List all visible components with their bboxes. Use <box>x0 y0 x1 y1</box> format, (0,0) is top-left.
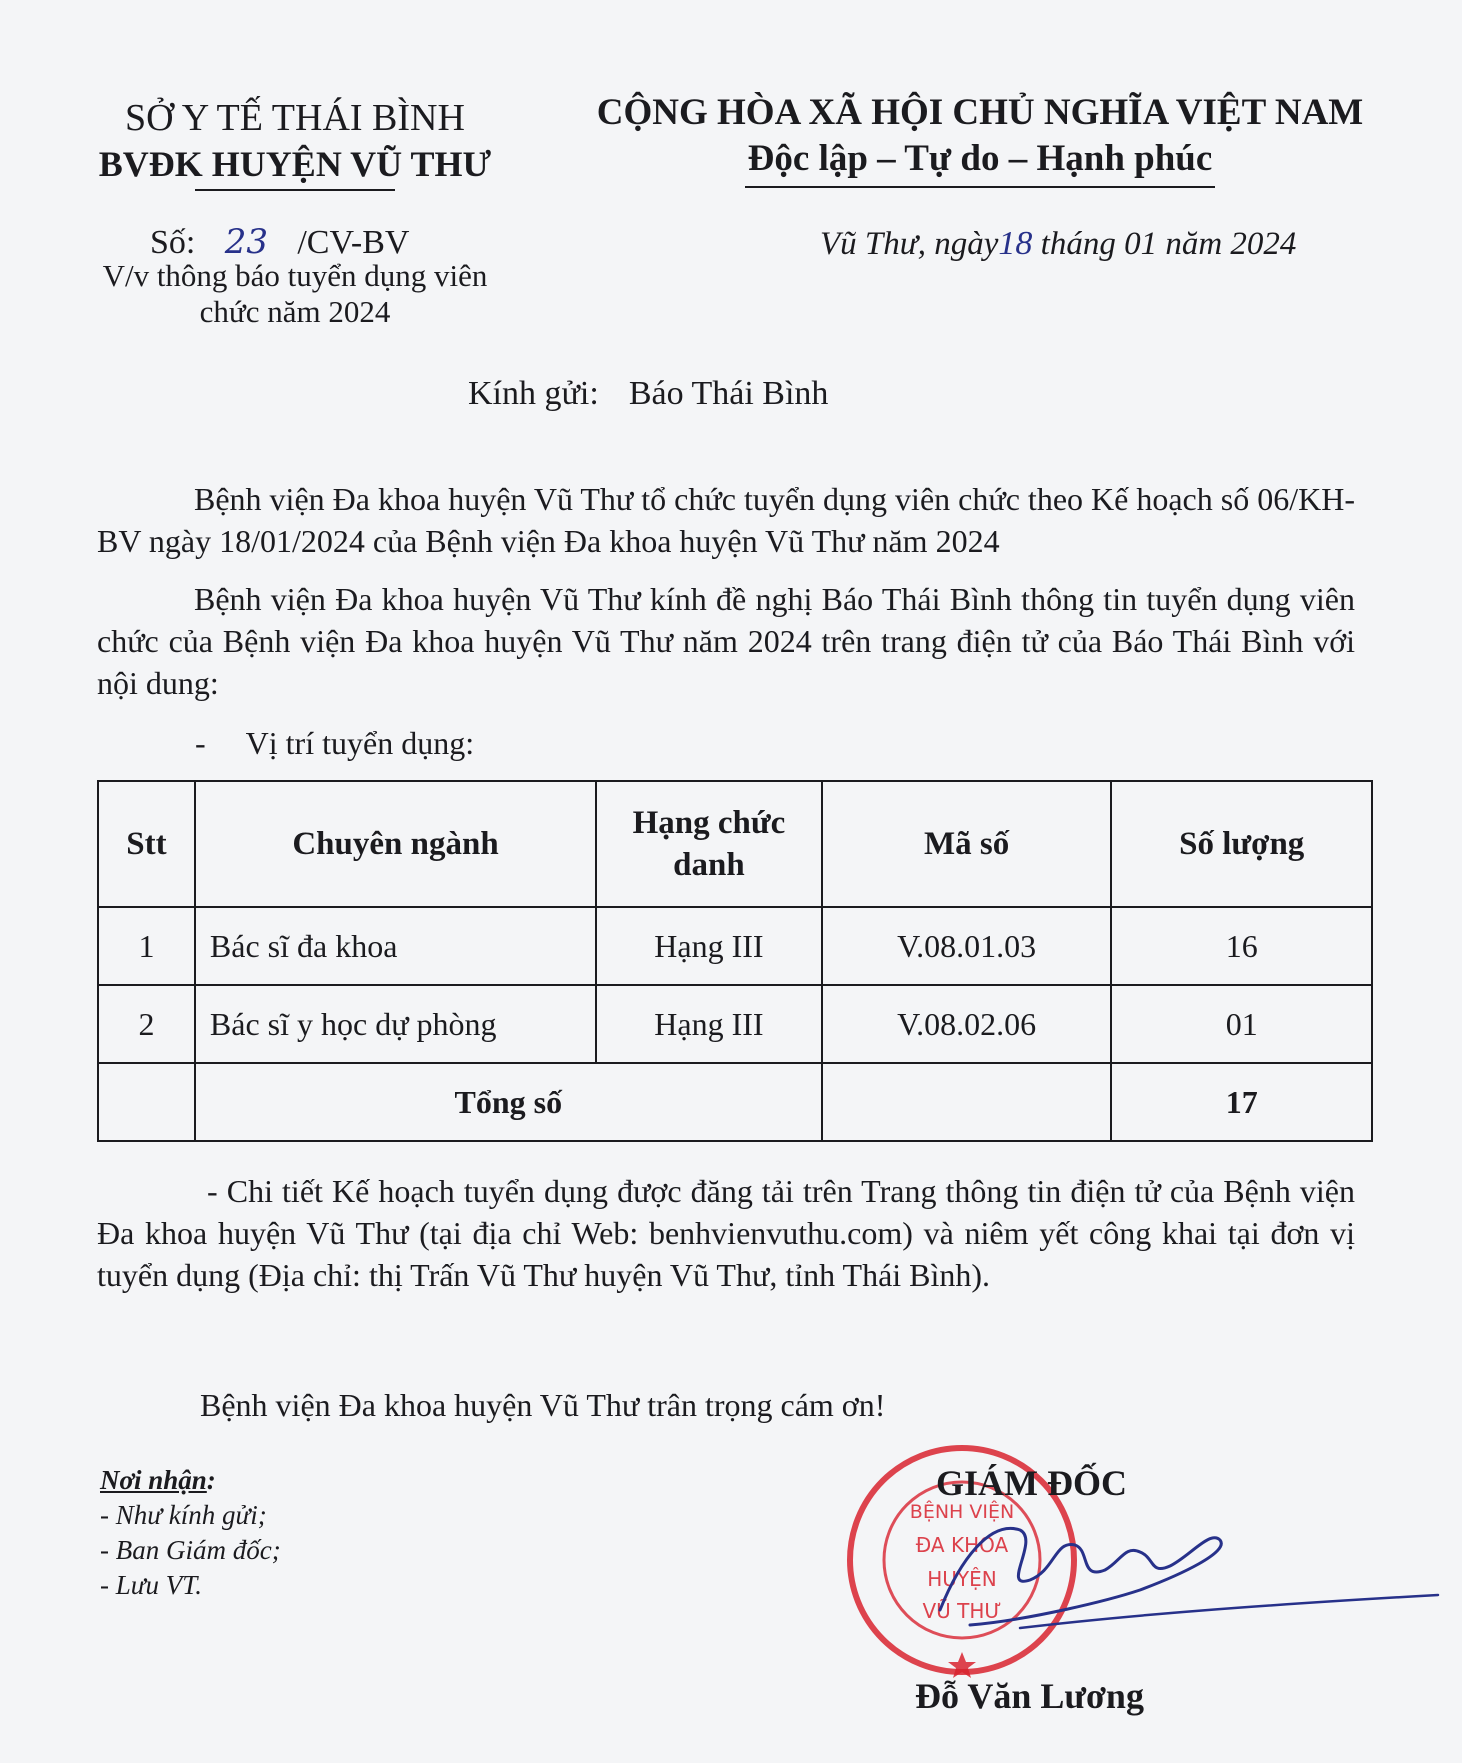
recipients-title: Nơi nhận <box>100 1465 207 1495</box>
recipient-item: - Lưu VT. <box>100 1570 202 1600</box>
motto: Độc lập – Tự do – Hạnh phúc <box>747 138 1213 179</box>
recipient-name: Báo Thái Bình <box>628 375 829 412</box>
table-header-row <box>98 781 1372 907</box>
handwritten-signature <box>880 1500 1440 1640</box>
seal-line-1: BỆNH VIỆN <box>909 1501 1015 1523</box>
cell-major: Bác sĩ y học dự phòng <box>195 985 596 1063</box>
document-subject <box>80 258 510 330</box>
header-rank: Hạng chức danh <box>596 781 822 907</box>
doc-number-suffix: /CV-BV <box>297 224 410 261</box>
date-suffix: tháng 01 năm 2024 <box>1040 226 1297 262</box>
signer-title: GIÁM ĐỐC <box>936 1463 1127 1503</box>
recipient-item: - Ban Giám đốc; <box>100 1535 281 1565</box>
recipients-colon: : <box>206 1465 216 1495</box>
table-total-row <box>98 1063 1372 1141</box>
paragraph-2: Bệnh viện Đa khoa huyện Vũ Thư kính đề nghị Báo Thái Bình thông tin tuyển dụng viên chức của Bệnh viện Đa khoa huyện Vũ Thư năm 2024 trên trang điện tử của Báo Thái Bình với nội dung: <box>97 581 1355 701</box>
header-quantity: Số lượng <box>1111 781 1372 907</box>
parent-agency: SỞ Y TẾ THÁI BÌNH <box>125 97 465 139</box>
cell-rank: Hạng III <box>596 907 822 985</box>
paragraph-3: - Chi tiết Kế hoạch tuyển dụng được đăng tải trên Trang thông tin điện tử của Bệnh viện Đa khoa huyện Vũ Thư (tại địa chỉ Web: benhvienvuthu.com) và niêm yết công khai tại đơn vị tuyển dụng (Địa chỉ: thị Trấn Vũ Thư huyện Vũ Thư, tỉnh Thái Bình). <box>97 1173 1355 1293</box>
recipient-label: Kính gửi: <box>468 375 599 412</box>
document-number <box>150 222 409 262</box>
cell-empty <box>98 1063 195 1141</box>
agency-name: BVĐK HUYỆN VŨ THƯ <box>98 144 492 184</box>
issuing-agency <box>60 95 530 191</box>
document-date <box>820 225 1296 263</box>
seal-line-3: HUYỆN <box>927 1567 997 1591</box>
signer-name: Đỗ Văn Lương <box>915 1676 1144 1716</box>
cell-empty <box>822 1063 1112 1141</box>
closing-thanks: Bệnh viện Đa khoa huyện Vũ Thư trân trọng cám ơn! <box>200 1387 886 1423</box>
total-label: Tổng số <box>195 1063 822 1141</box>
bullet-text: Vị trí tuyển dụng: <box>245 725 475 761</box>
date-prefix: Vũ Thư, ngày <box>820 226 999 262</box>
national-title <box>590 90 1370 188</box>
header-major: Chuyên ngành <box>195 781 596 907</box>
cell-quantity: 01 <box>1111 985 1372 1063</box>
seal-line-2: ĐA KHOA <box>915 1533 1009 1557</box>
subject-line-1: V/v thông báo tuyển dụng viên <box>102 258 488 293</box>
doc-number-handwritten: 23 <box>224 222 268 262</box>
recipient-item: - Như kính gửi; <box>100 1500 267 1530</box>
agency-underline <box>195 189 395 191</box>
recipients-list <box>100 1463 281 1603</box>
cell-major: Bác sĩ đa khoa <box>195 907 596 985</box>
cell-stt: 1 <box>98 907 195 985</box>
table-row <box>98 907 1372 985</box>
recipient <box>468 375 828 413</box>
cell-code: V.08.01.03 <box>822 907 1112 985</box>
bullet-dash: - <box>195 725 206 761</box>
date-day-handwritten: 18 <box>998 225 1033 262</box>
seal-line-4: VŨ THƯ <box>922 1599 1002 1623</box>
cell-rank: Hạng III <box>596 985 822 1063</box>
total-value: 17 <box>1111 1063 1372 1141</box>
subject-line-2: chức năm 2024 <box>199 294 391 329</box>
cell-stt: 2 <box>98 985 195 1063</box>
motto-underline <box>745 186 1215 188</box>
positions-table <box>97 780 1373 1142</box>
header-code: Mã số <box>822 781 1112 907</box>
cell-code: V.08.02.06 <box>822 985 1112 1063</box>
paragraph-1: Bệnh viện Đa khoa huyện Vũ Thư tổ chức tuyển dụng viên chức theo Kế hoạch số 06/KH-BV ngày 18/01/2024 của Bệnh viện Đa khoa huyện Vũ Thư năm 2024 <box>97 481 1355 559</box>
doc-number-prefix: Số: <box>150 224 196 261</box>
table-row <box>98 985 1372 1063</box>
header-stt: Stt <box>98 781 195 907</box>
country-name: CỘNG HÒA XÃ HỘI CHỦ NGHĨA VIỆT NAM <box>596 92 1364 133</box>
cell-quantity: 16 <box>1111 907 1372 985</box>
positions-bullet <box>195 725 474 762</box>
